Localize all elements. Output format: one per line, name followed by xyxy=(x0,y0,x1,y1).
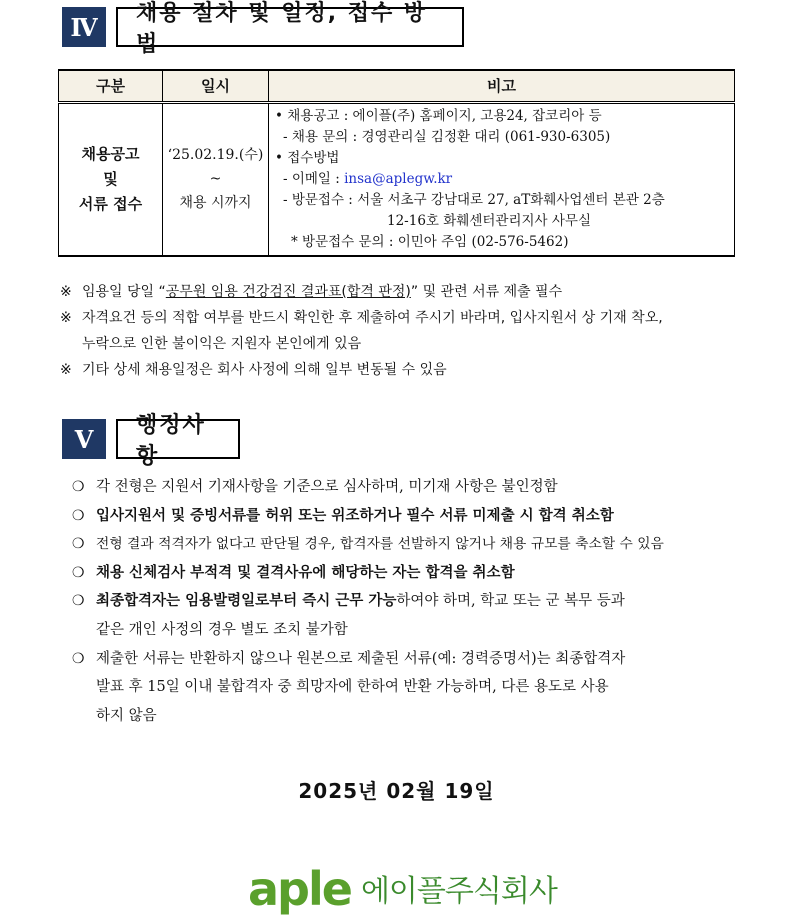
header-remarks: 비고 xyxy=(269,70,735,102)
company-logo xyxy=(248,862,557,916)
note-line: 12-16호 화훼센터관리지사 사무실 xyxy=(387,212,591,229)
circle-bullet-icon: ❍ xyxy=(72,564,85,581)
circle-bullet-icon: ❍ xyxy=(72,507,85,524)
admin-items-list xyxy=(72,473,738,730)
remark-item xyxy=(60,305,740,357)
remark-text xyxy=(82,305,663,357)
list-item xyxy=(72,530,738,559)
remarks-list xyxy=(60,279,740,383)
note-line: * 방문접수 문의 : 이민아 주임 (02-576-5462) xyxy=(291,233,569,250)
note-line: • 접수방법 xyxy=(275,149,340,166)
list-item xyxy=(72,645,738,731)
item-text-part: 하여야 하며, 학교 또는 군 복무 등과 xyxy=(396,593,625,610)
note-line: - 방문접수 : 서울 서초구 강남대로 27, aT화훼사업센터 본관 2층 xyxy=(283,191,665,208)
item-text: 전형 결과 적격자가 없다고 판단될 경우, 합격자를 선발하지 않거나 채용 규모를 축소할 수 있음 xyxy=(96,536,664,553)
list-item xyxy=(72,559,738,588)
company-name: 에이플주식회사 xyxy=(360,874,557,909)
remark-item xyxy=(60,279,740,305)
remark-text: 기타 상세 채용일정은 회사 사정에 의해 일부 변동될 수 있음 xyxy=(82,362,447,378)
header-datetime: 일시 xyxy=(163,70,269,102)
date-line: ~ xyxy=(209,171,222,187)
remark-underlined-text: 공무원 임용 건강검진 결과표(합격 판정) xyxy=(165,284,411,300)
aple-logo-icon: aple xyxy=(248,862,351,916)
reference-mark-icon: ※ xyxy=(60,284,72,300)
note-line: - 채용 문의 : 경영관리실 김정환 대리 (061-930-6305) xyxy=(283,128,611,145)
remarks-cell xyxy=(269,102,735,256)
note-line xyxy=(275,169,728,190)
remark-line: 누락으로 인한 불이익은 지원자 본인에게 있음 xyxy=(82,336,362,352)
reference-mark-icon: ※ xyxy=(60,310,72,326)
section-4-numeral: Ⅳ xyxy=(62,7,106,47)
remark-text-part: 임용일 당일 “ xyxy=(82,284,166,300)
circle-bullet-icon: ❍ xyxy=(72,650,85,667)
section-5-title: 행정사항 xyxy=(116,419,240,459)
section-5-numeral: Ⅴ xyxy=(62,419,106,459)
category-line: 채용공고 xyxy=(81,144,140,163)
table-header-row xyxy=(59,70,735,102)
remark-item xyxy=(60,357,740,383)
date-line: 채용 시까지 xyxy=(179,195,252,211)
list-item xyxy=(72,502,738,531)
remark-text-part: ” 및 관련 서류 제출 필수 xyxy=(410,284,563,300)
circle-bullet-icon: ❍ xyxy=(72,593,85,610)
email-link[interactable]: insa@aplegw.kr xyxy=(344,170,453,187)
category-cell xyxy=(59,102,163,256)
category-line: 서류 접수 xyxy=(78,194,143,213)
category-line: 및 xyxy=(103,169,118,188)
section-4-header xyxy=(62,1,464,57)
item-line xyxy=(96,587,738,616)
remark-line: 자격요건 등의 적합 여부를 반드시 확인한 후 제출하여 주시기 바라며, 입사지원서 상 기재 착오, xyxy=(82,310,663,326)
item-line: 같은 개인 사정의 경우 별도 조치 불가함 xyxy=(96,621,348,638)
note-line: • 채용공고 : 에이플(주) 홈페이지, 고용24, 잡코리아 등 xyxy=(275,107,602,124)
date-cell xyxy=(163,102,269,256)
item-line: 하지 않음 xyxy=(96,707,157,724)
header-category: 구분 xyxy=(59,70,163,102)
circle-bullet-icon: ❍ xyxy=(72,479,85,495)
circle-bullet-icon: ❍ xyxy=(72,536,85,553)
item-text: 채용 신체검사 부적격 및 결격사유에 해당하는 자는 합격을 취소함 xyxy=(96,564,515,581)
item-text xyxy=(96,587,738,644)
item-line: 발표 후 15일 이내 불합격자 중 희망자에 한하여 반환 가능하며, 다른 용도로 사용 xyxy=(96,679,609,696)
email-label: - 이메일 : xyxy=(283,170,345,187)
section-4-title: 채용 절차 및 일정, 접수 방법 xyxy=(116,7,464,47)
table-row xyxy=(59,102,735,256)
item-bold-text: 최종합격자는 임용발령일로부터 즉시 근무 가능 xyxy=(96,593,397,610)
schedule-table xyxy=(58,69,735,257)
item-line: 제출한 서류는 반환하지 않으나 원본으로 제출된 서류(예: 경력증명서)는 최종합격자 xyxy=(96,650,626,667)
reference-mark-icon: ※ xyxy=(60,362,72,378)
list-item xyxy=(72,473,738,502)
date-line: ‘25.02.19.(수) xyxy=(167,147,264,163)
item-text: 입사지원서 및 증빙서류를 허위 또는 위조하거나 필수 서류 미제출 시 합격 취소함 xyxy=(96,507,614,524)
section-5-header xyxy=(62,413,240,469)
issue-date: 2025년 02월 19일 xyxy=(298,779,495,803)
remark-text xyxy=(82,279,562,305)
item-text xyxy=(96,645,738,731)
item-text: 각 전형은 지원서 기재사항을 기준으로 심사하며, 미기재 사항은 불인정함 xyxy=(96,479,558,495)
list-item xyxy=(72,587,738,644)
